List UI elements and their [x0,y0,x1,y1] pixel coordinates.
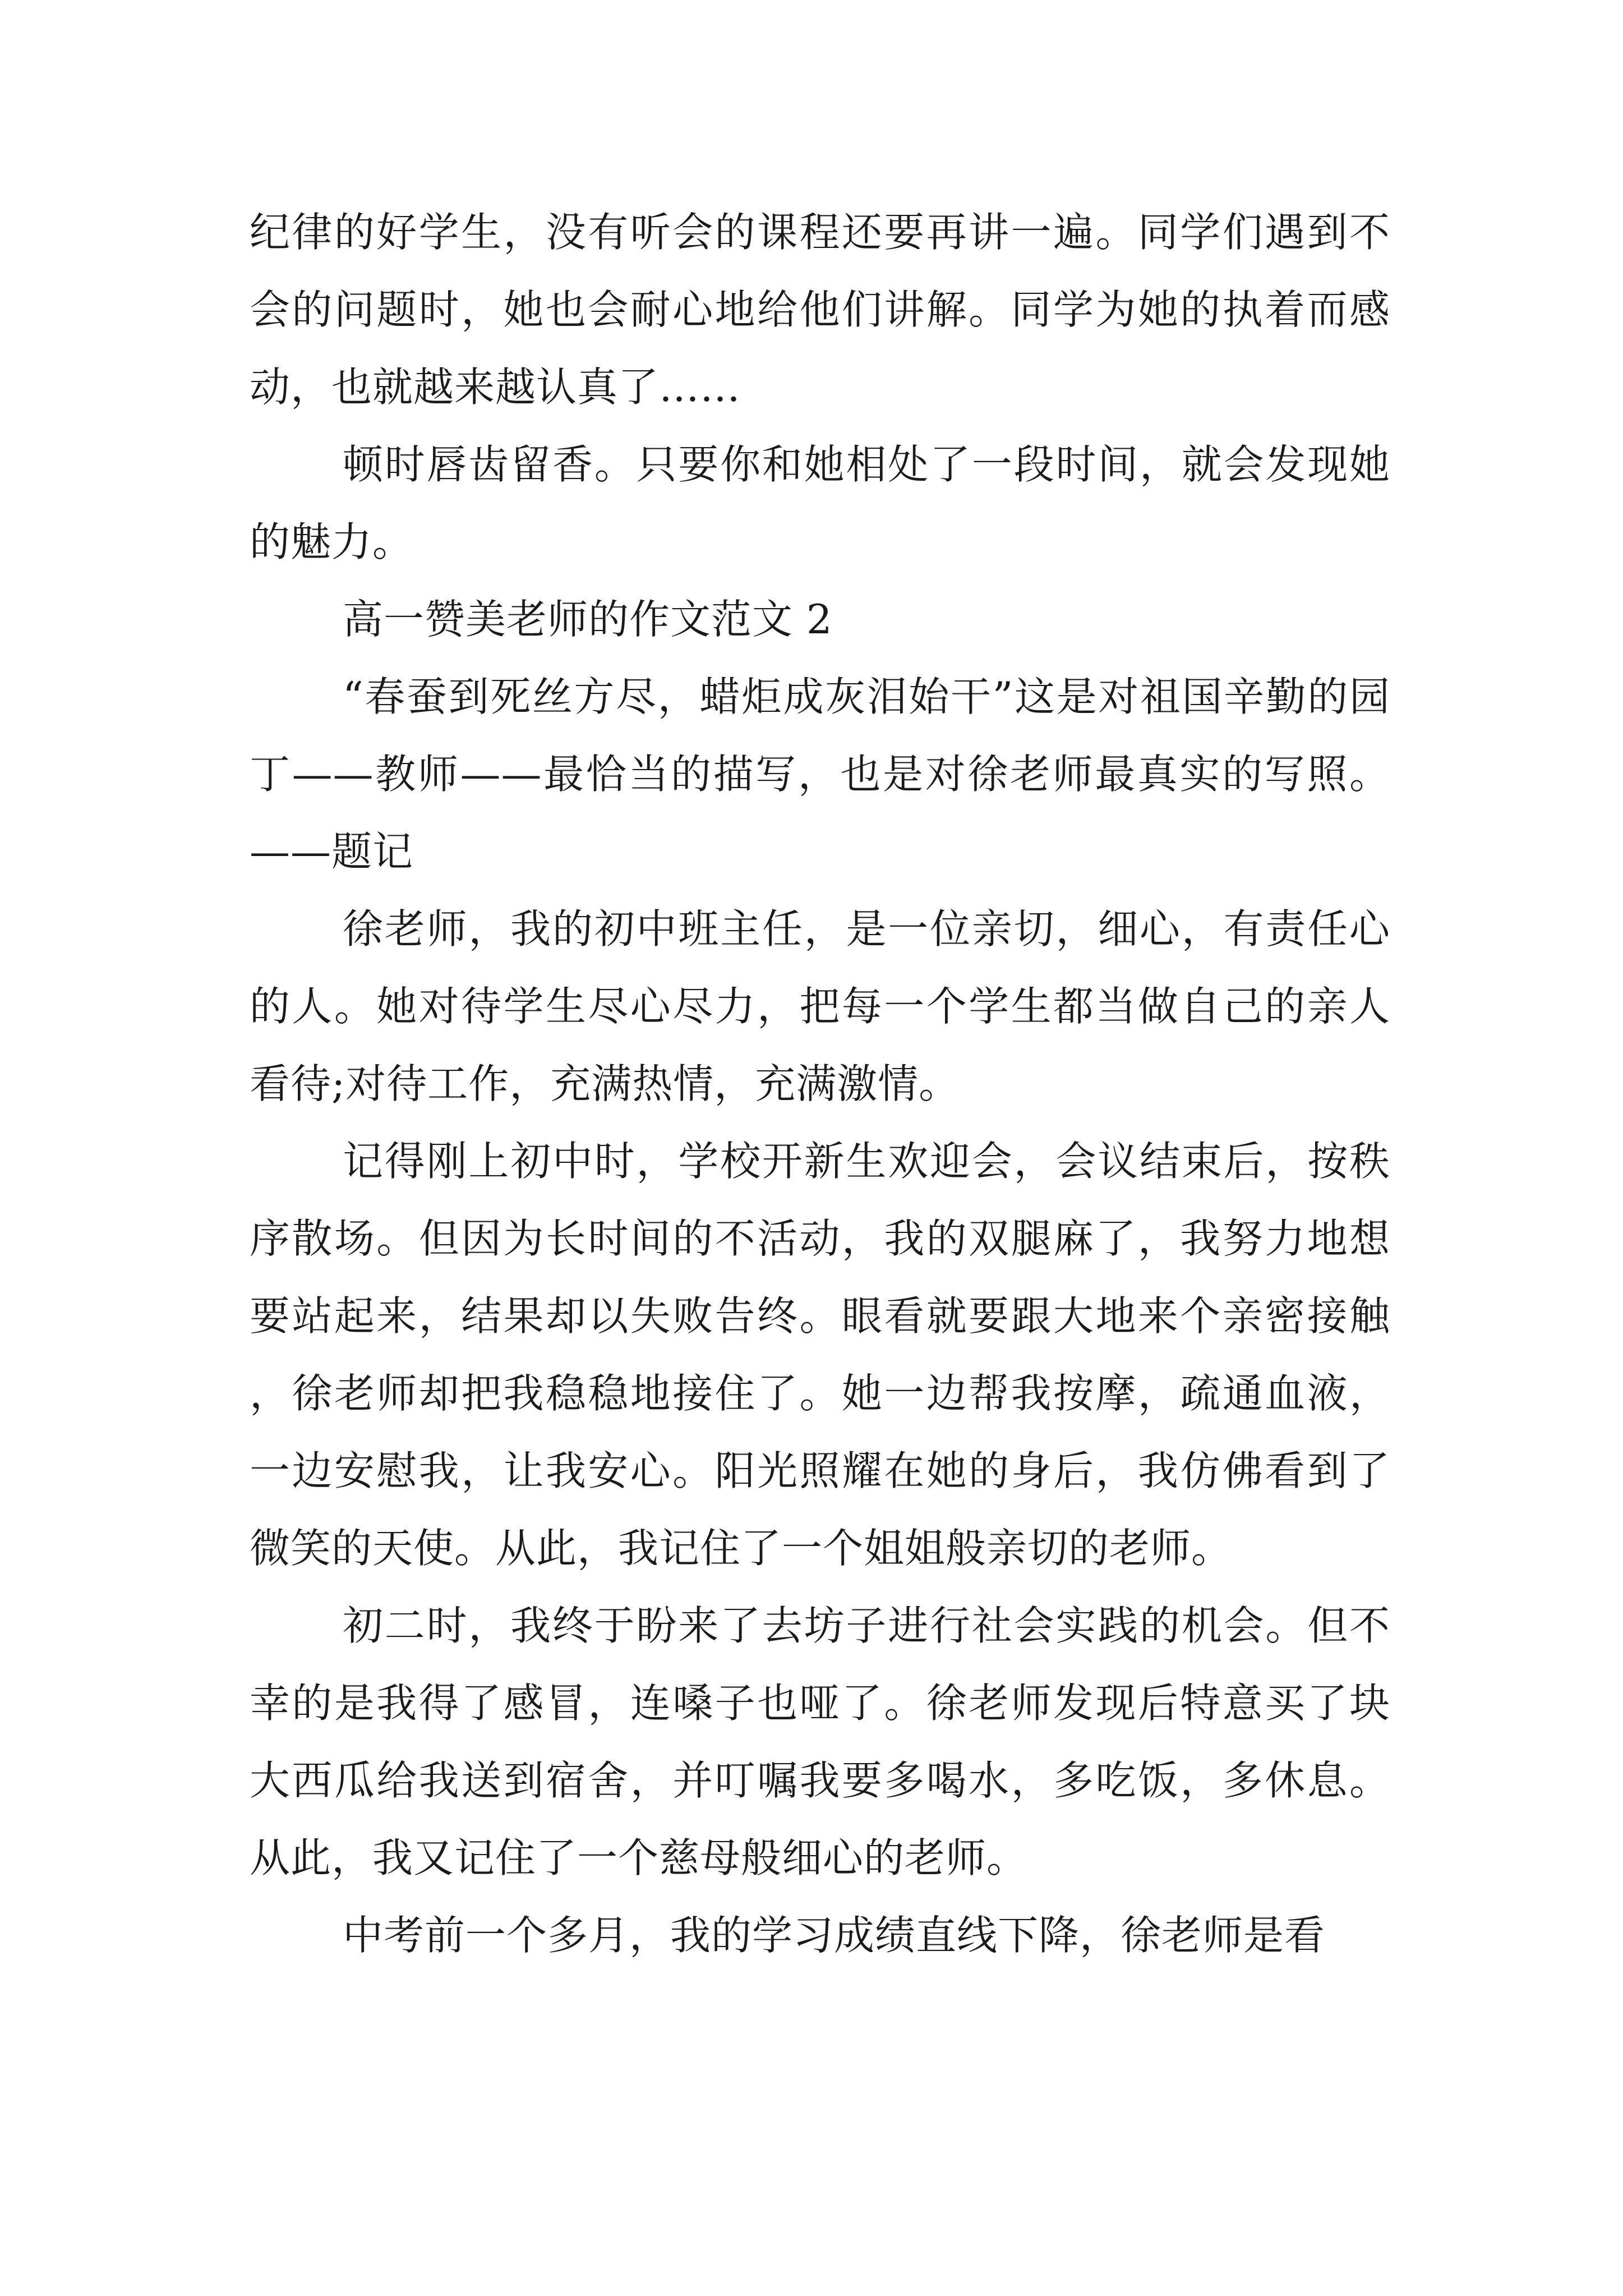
paragraph-exam-prep: 中考前一个多月，我的学习成绩直线下降，徐老师是看 [343,1912,1326,1959]
document-body [250,194,1390,1974]
paragraph-social-practice: 初二时，我终于盼来了去坊子进行社会实践的机会。但不幸的是我得了感冒，连嗓子也哑了。徐老师发现后特意买了块大西瓜给我送到宿舍，并叮嘱我要多喝水，多吃饭，多休息。从此，我又记住了一个慈母般细心的老师。 [250,1602,1390,1881]
section-heading: 高一赞美老师的作文范文 2 [343,596,833,643]
paragraph-continuation: 纪律的好学生，没有听会的课程还要再讲一遍。同学们遇到不会的问题时，她也会耐心地给他们讲解。同学为她的执着而感动，也就越来越认真了…… [250,209,1390,411]
paragraph-lips-fragrance: 顿时唇齿留香。只要你和她相处了一段时间，就会发现她的魅力。 [250,441,1390,565]
paragraph-epigraph: “春蚕到死丝方尽，蜡炬成灰泪始干”这是对祖国辛勤的园丁——教师——最恰当的描写，也是对徐老师最真实的写照。——题记 [250,673,1390,875]
paragraph-teacher-intro: 徐老师，我的初中班主任，是一位亲切，细心，有责任心的人。她对待学生尽心尽力，把每一个学生都当做自己的亲人看待;对待工作，充满热情，充满激情。 [250,905,1390,1107]
paragraph-welcome-meeting: 记得刚上初中时，学校开新生欢迎会，会议结束后，按秩序散场。但因为长时间的不活动，我的双腿麻了，我努力地想要站起来，结果却以失败告终。眼看就要跟大地来个亲密接触，徐老师却把我稳稳地接住了。她一边帮我按摩，疏通血液，一边安慰我，让我安心。阳光照耀在她的身后，我仿佛看到了微笑的天使。从此，我记住了一个姐姐般亲切的老师。 [250,1138,1390,1572]
